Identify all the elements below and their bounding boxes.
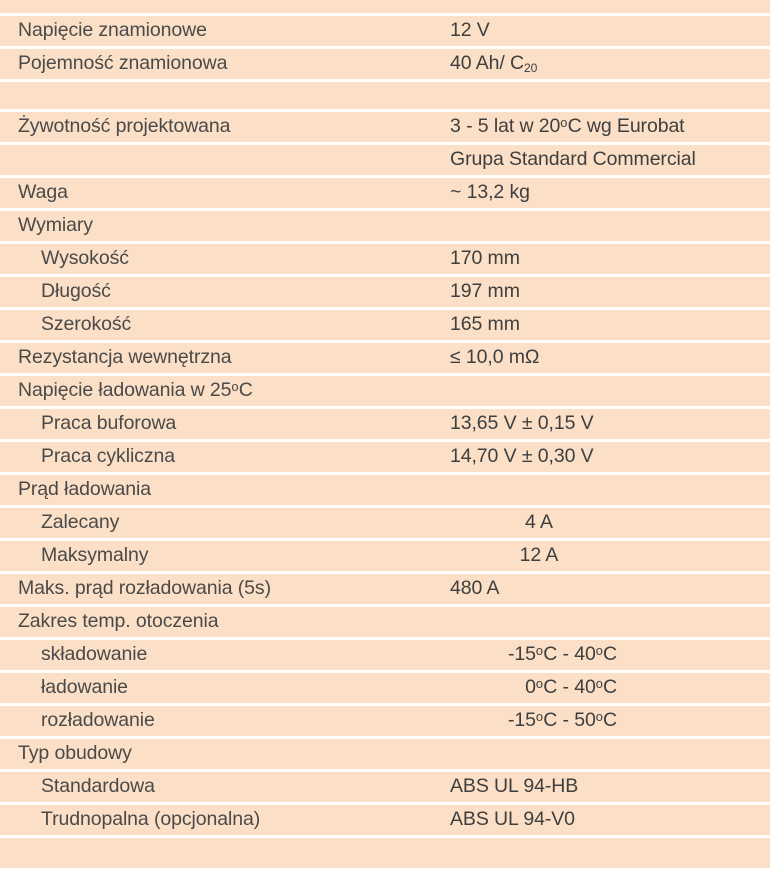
table-row bbox=[0, 607, 770, 640]
row-label: rozładowanie bbox=[41, 709, 155, 732]
row-label: ładowanie bbox=[41, 676, 128, 699]
row-label: Zalecany bbox=[41, 511, 120, 534]
row-label: Maks. prąd rozładowania (5s) bbox=[18, 577, 271, 600]
row-value: 14,70 V ± 0,30 V bbox=[450, 445, 594, 468]
table-row bbox=[0, 475, 770, 508]
row-value: ≤ 10,0 mΩ bbox=[450, 346, 540, 369]
table-row bbox=[0, 805, 770, 838]
spacer-row bbox=[0, 0, 770, 16]
table-row bbox=[0, 739, 770, 772]
table-row bbox=[0, 49, 770, 82]
table-row bbox=[0, 673, 770, 706]
row-value: Grupa Standard Commercial bbox=[450, 148, 696, 171]
spacer-row bbox=[0, 82, 770, 112]
spacer-row bbox=[0, 838, 770, 868]
table-row bbox=[0, 310, 770, 343]
row-value: 170 mm bbox=[450, 247, 520, 270]
row-label: Rezystancja wewnętrzna bbox=[18, 346, 232, 369]
row-label: Zakres temp. otoczenia bbox=[18, 610, 219, 633]
row-value: ~ 13,2 kg bbox=[450, 181, 530, 204]
row-value: 4 A bbox=[525, 511, 553, 534]
row-label: Wysokość bbox=[41, 247, 129, 270]
table-row bbox=[0, 244, 770, 277]
row-label: Trudnopalna (opcjonalna) bbox=[41, 808, 261, 831]
table-row bbox=[0, 145, 770, 178]
row-value: ABS UL 94-V0 bbox=[450, 808, 575, 831]
degree-symbol: o bbox=[535, 642, 543, 658]
row-label: Praca cykliczna bbox=[41, 445, 175, 468]
table-row bbox=[0, 409, 770, 442]
row-label: Napięcie znamionowe bbox=[18, 19, 207, 42]
table-row bbox=[0, 277, 770, 310]
degree-symbol: o bbox=[595, 708, 603, 724]
subscript: 20 bbox=[524, 61, 538, 76]
row-value: 165 mm bbox=[450, 313, 520, 336]
row-label: Napięcie ładowania w 25$^o$C bbox=[18, 378, 253, 402]
row-label: Praca buforowa bbox=[41, 412, 177, 435]
row-value: 12 A bbox=[519, 544, 559, 567]
degree-symbol: o bbox=[231, 378, 239, 394]
table-row bbox=[0, 574, 770, 607]
row-label: składowanie bbox=[41, 643, 148, 666]
degree-symbol: o bbox=[595, 675, 603, 691]
degree-symbol: o bbox=[560, 114, 568, 130]
table-row bbox=[0, 376, 770, 409]
row-value: 3 - 5 lat w 20$^o$C wg Eurobat bbox=[450, 114, 685, 138]
table-row bbox=[0, 772, 770, 805]
row-value: 13,65 V ± 0,15 V bbox=[450, 412, 594, 435]
row-label: Prąd ładowania bbox=[18, 478, 152, 501]
table-row bbox=[0, 211, 770, 244]
degree-symbol: o bbox=[535, 675, 543, 691]
table-row bbox=[0, 178, 770, 211]
row-label: Typ obudowy bbox=[18, 742, 132, 765]
row-value: 197 mm bbox=[450, 280, 520, 303]
table-row bbox=[0, 16, 770, 49]
table-row bbox=[0, 442, 770, 475]
row-label: Szerokość bbox=[41, 313, 132, 336]
row-label: Standardowa bbox=[41, 775, 155, 798]
row-value: -15$^o$C - 50$^o$C bbox=[507, 708, 617, 732]
table-row bbox=[0, 112, 770, 145]
row-label: Maksymalny bbox=[41, 544, 149, 567]
row-label: Wymiary bbox=[18, 214, 93, 237]
degree-symbol: o bbox=[535, 708, 543, 724]
row-label: Żywotność projektowana bbox=[18, 115, 231, 138]
row-label: Pojemność znamionowa bbox=[18, 52, 228, 75]
table-row bbox=[0, 640, 770, 673]
table-row bbox=[0, 343, 770, 376]
row-value: -15$^o$C - 40$^o$C bbox=[507, 642, 617, 666]
row-value: 12 V bbox=[450, 19, 490, 42]
row-label: Długość bbox=[41, 280, 111, 303]
table-row bbox=[0, 706, 770, 739]
row-value: 0$^o$C - 40$^o$C bbox=[525, 675, 617, 699]
degree-symbol: o bbox=[595, 642, 603, 658]
row-value: 480 A bbox=[450, 577, 500, 600]
row-value: ABS UL 94-HB bbox=[450, 775, 579, 798]
table-row bbox=[0, 541, 770, 574]
row-value: 40 Ah/ $C_{20}$ bbox=[450, 52, 538, 76]
row-label: Waga bbox=[18, 181, 68, 204]
table-row bbox=[0, 508, 770, 541]
